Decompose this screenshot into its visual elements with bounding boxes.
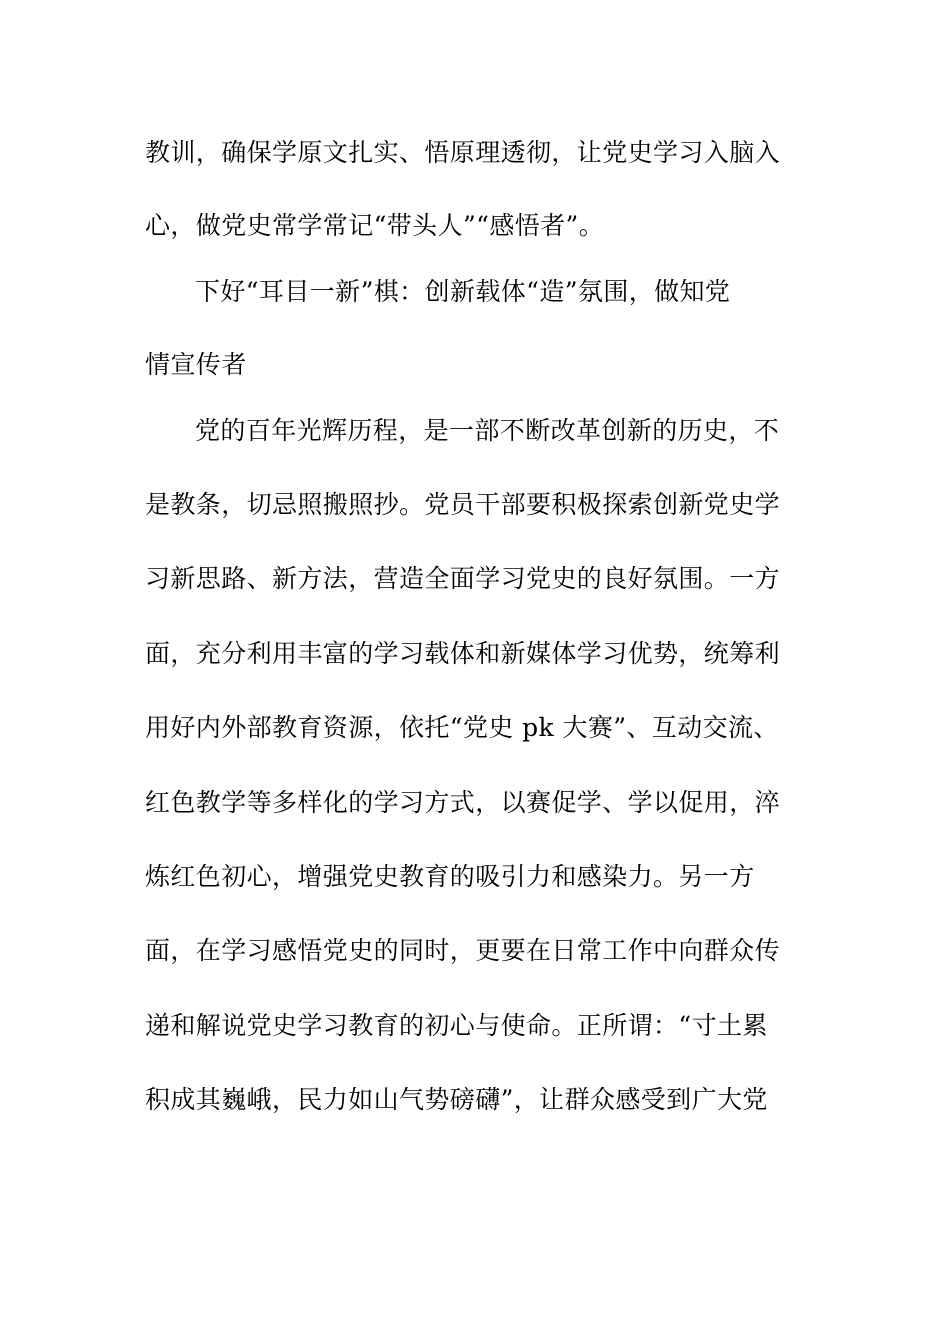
section-heading-line: 情宣传者 [145,350,247,379]
paragraph-line: 习新思路、新方法，营造全面学习党史的良好氛围。一方 [145,564,781,593]
paragraph-line: 用好内外部教育资源，依托“党史 pk 大赛”、互动交流、 [145,713,779,742]
paragraph-line: 面，充分利用丰富的学习载体和新媒体学习优势，统筹利 [145,639,781,668]
section-heading-line: 下好“耳目一新”棋：创新载体“造”氛围，做知党 [195,277,731,306]
paragraph-line: 递和解说党史学习教育的初心与使命。正所谓：“寸土累 [145,1011,768,1040]
paragraph-line: 面，在学习感悟党史的同时，更要在日常工作中向群众传 [145,936,781,965]
paragraph-line: 积成其巍峨，民力如山气势磅礴”，让群众感受到广大党 [145,1085,768,1114]
paragraph-line: 红色教学等多样化的学习方式，以赛促学、学以促用，淬 [145,788,781,817]
paragraph-line: 教训，确保学原文扎实、悟原理透彻，让党史学习入脑入 [145,138,781,167]
paragraph-line: 炼红色初心，增强党史教育的吸引力和感染力。另一方 [145,862,755,891]
paragraph-line: 心，做党史常学常记“带头人”“感悟者”。 [145,211,605,240]
paragraph-line: 是教条，切忌照搬照抄。党员干部要积极探索创新党史学 [145,490,781,519]
paragraph-line: 党的百年光辉历程，是一部不断改革创新的历史，不 [195,416,780,445]
